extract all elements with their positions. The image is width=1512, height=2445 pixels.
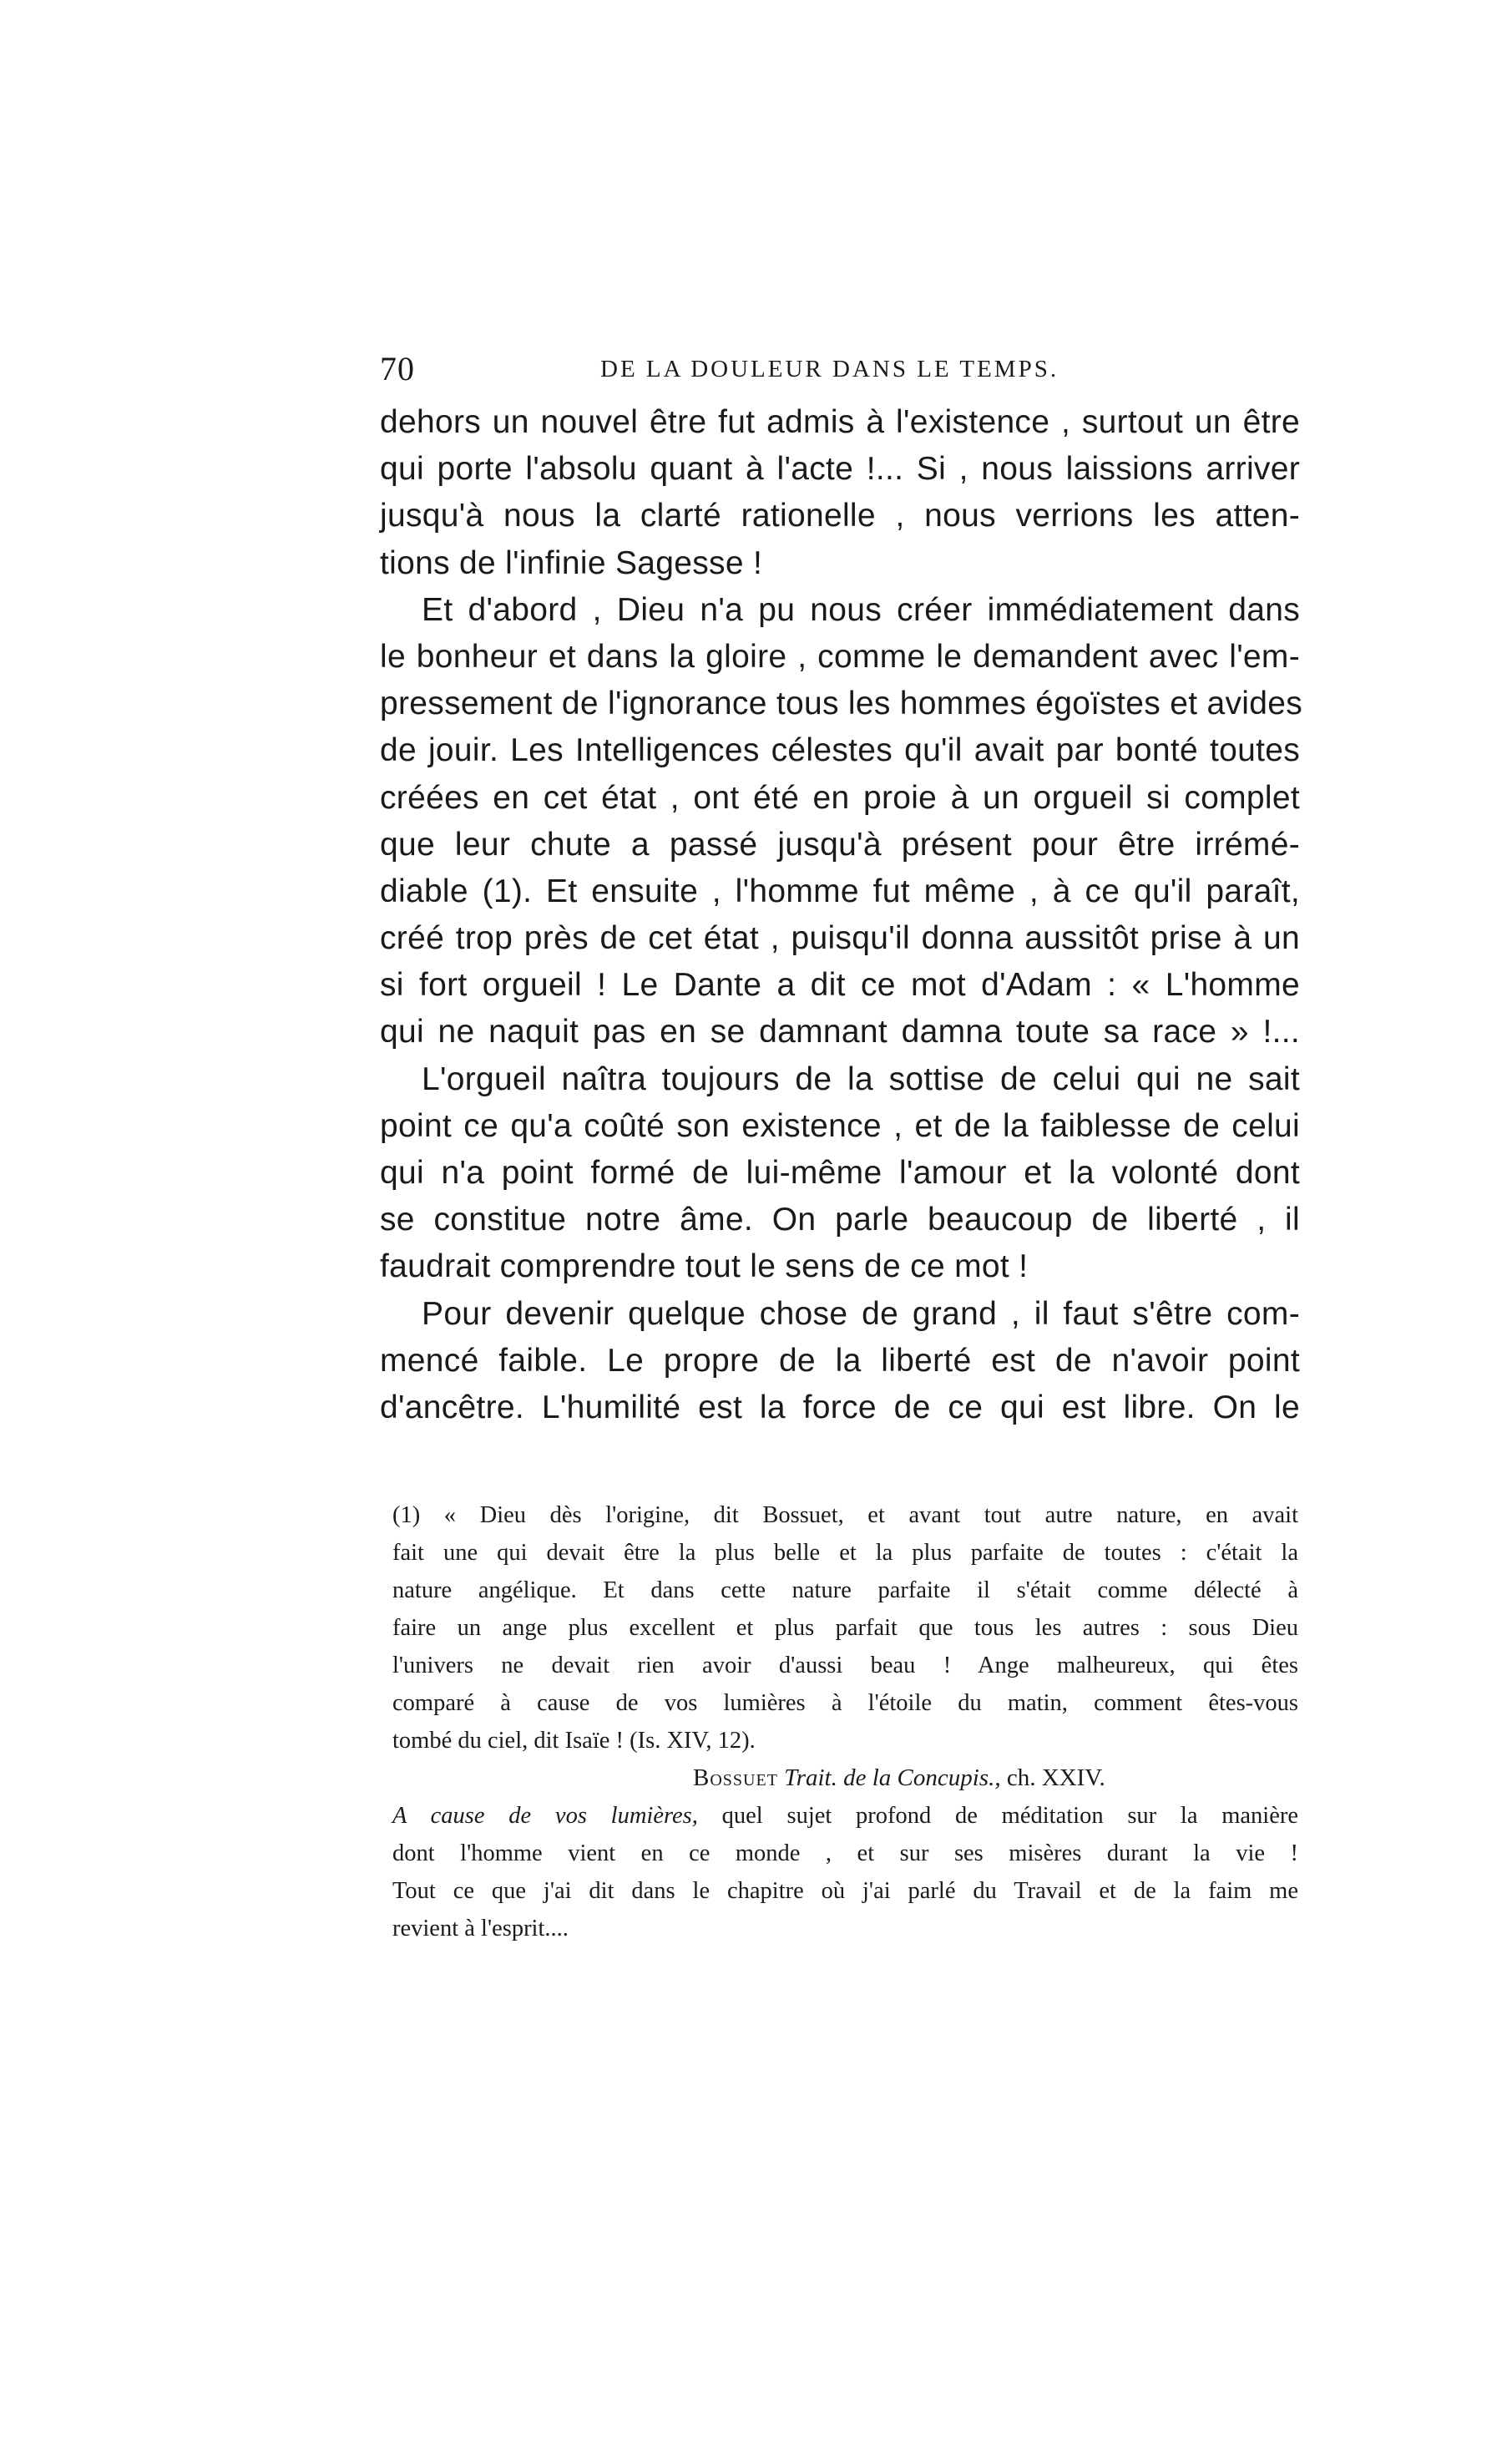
text-line: pressement de l'ignorance tous les hommes égoïstes et avides — [380, 686, 1303, 722]
text-line: tions de l'infinie Sagesse ! — [380, 544, 763, 581]
page-number: 70 — [380, 350, 415, 387]
footnote-line: (1) « Dieu dès l'origine, dit Bossuet, et avant tout autre nature, en avait — [392, 1502, 1298, 1528]
text-line: que leur chute a passé jusqu'à présent pour être irrémé- — [380, 826, 1300, 863]
text-line: faudrait comprendre tout le sens de ce mot ! — [380, 1248, 1029, 1285]
text-line: si fort orgueil ! Le Dante a dit ce mot d'Adam : « L'homme — [380, 967, 1300, 1004]
text-line: qui ne naquit pas en se damnant damna toute sa race » !... — [380, 1014, 1300, 1050]
text-line: L'orgueil naîtra toujours de la sottise de celui qui ne sait — [422, 1061, 1300, 1097]
text-line: d'ancêtre. L'humilité est la force de ce qui est libre. On le — [380, 1389, 1300, 1425]
text-line: Et d'abord , Dieu n'a pu nous créer immédiatement dans — [422, 591, 1300, 628]
page-header — [380, 349, 1315, 391]
text-line: se constitue notre âme. On parle beaucoup de liberté , il — [380, 1202, 1300, 1238]
text-line: jusqu'à nous la clarté rationelle , nous verrions les atten- — [380, 498, 1300, 534]
footnote — [392, 1496, 1298, 1947]
footnote-comment-line — [392, 1797, 1298, 1835]
text-line: qui porte l'absolu quant à l'acte !... Si , nous laissions arriver — [380, 451, 1300, 488]
text-line: le bonheur et dans la gloire , comme le demandent avec l'em- — [380, 638, 1300, 675]
footnote-line: faire un ange plus excellent et plus parfait que tous les autres : sous Dieu — [392, 1615, 1298, 1641]
text-line: Pour devenir quelque chose de grand , il faut s'être com- — [422, 1295, 1300, 1332]
text-line: créé trop près de cet état , puisqu'il donna aussitôt prise à un — [380, 920, 1300, 957]
text-line: mencé faible. Le propre de la liberté est de n'avoir point — [380, 1342, 1300, 1379]
attribution-chapter: ch. XXIV. — [1006, 1764, 1105, 1791]
text-line: de jouir. Les Intelligences célestes qu'il avait par bonté toutes — [380, 732, 1300, 769]
body-text — [380, 399, 1303, 1431]
footnote-comment-line: revient à l'esprit.... — [392, 1916, 569, 1941]
footnote-line: tombé du ciel, dit Isaïe ! (Is. XIV, 12). — [392, 1728, 756, 1754]
text-line: créées en cet état , ont été en proie à un orgueil si complet — [380, 779, 1300, 816]
text-line: qui n'a point formé de lui-même l'amour et la volonté dont — [380, 1155, 1300, 1191]
footnote-line: fait une qui devait être la plus belle et la plus parfaite de toutes : c'était la — [392, 1540, 1298, 1566]
text-line: point ce qu'a coûté son existence , et de la faiblesse de celui — [380, 1107, 1300, 1144]
comment-lead: A cause de vos lumières, — [392, 1803, 698, 1829]
footnote-attribution — [392, 1759, 1298, 1797]
attribution-author: Bossuet — [693, 1764, 778, 1791]
footnote-comment-line: dont l'homme vient en ce monde , et sur ses misères durant la vie ! — [392, 1840, 1298, 1866]
running-head: DE LA DOULEUR DANS LE TEMPS. — [600, 356, 1059, 382]
footnote-comment-line: Tout ce que j'ai dit dans le chapitre où j'ai parlé du Travail et de la faim me — [392, 1878, 1298, 1904]
footnote-line: comparé à cause de vos lumières à l'étoile du matin, comment êtes-vous — [392, 1690, 1298, 1716]
footnote-line: l'univers ne devait rien avoir d'aussi beau ! Ange malheureux, qui êtes — [392, 1653, 1298, 1678]
text-line: diable (1). Et ensuite , l'homme fut même , à ce qu'il paraît, — [380, 873, 1300, 909]
text-line: dehors un nouvel être fut admis à l'existence , surtout un être — [380, 404, 1300, 440]
footnote-line: nature angélique. Et dans cette nature parfaite il s'était comme délecté à — [392, 1577, 1298, 1603]
comment-first-rest: quel sujet profond de méditation sur la manière — [697, 1803, 1298, 1829]
attribution-work: Trait. de la Concupis., — [784, 1764, 1001, 1791]
